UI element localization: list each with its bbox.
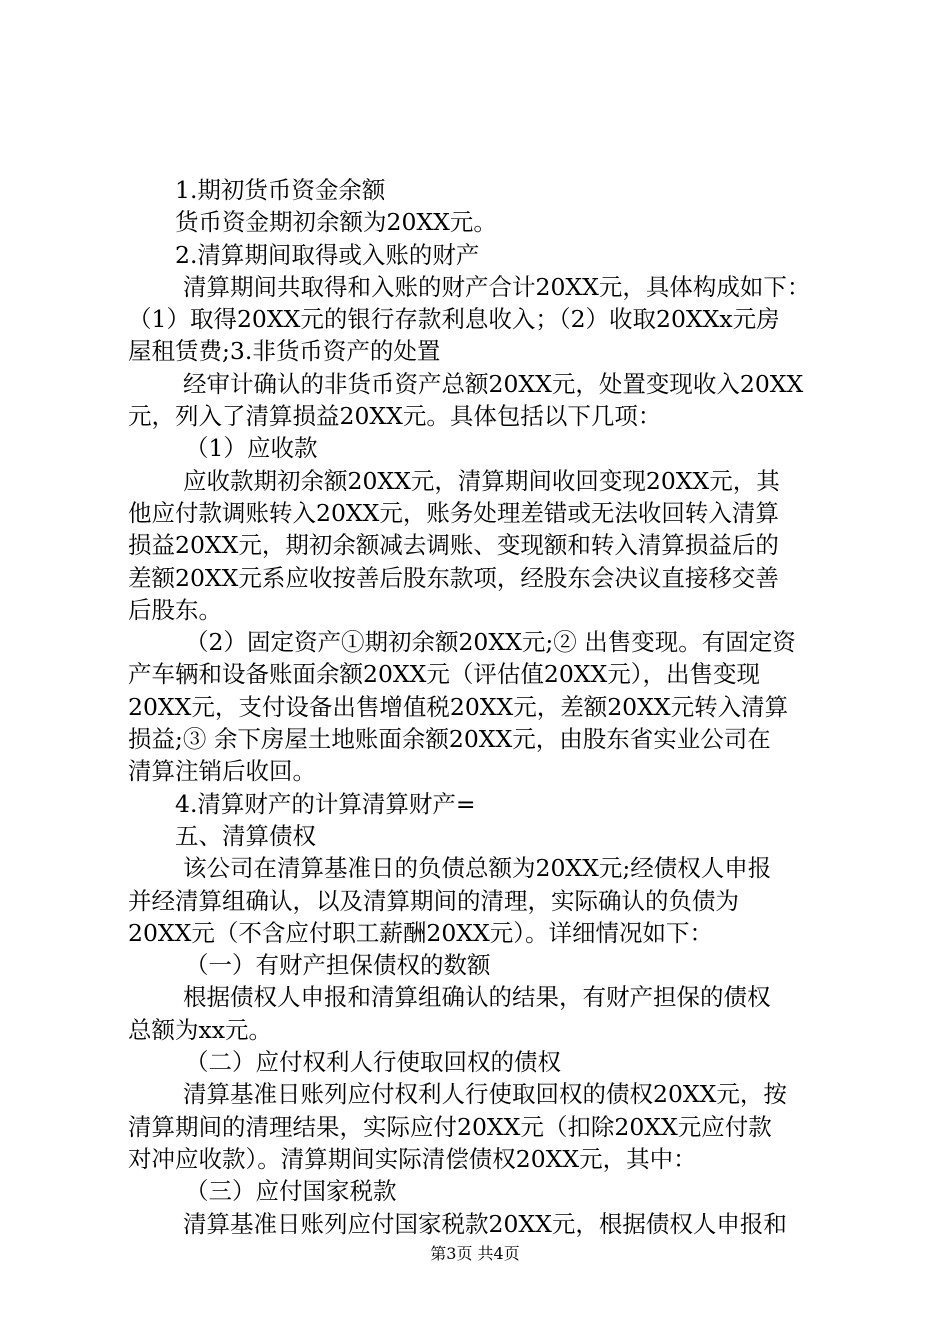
paragraph-line: 元，列入了清算损益20XX元。具体包括以下几项： — [128, 402, 662, 431]
paragraph-line: 清算注销后收回。 — [128, 757, 316, 786]
heading-line: 1.期初货币资金余额 — [175, 176, 386, 204]
paragraph-line: 并经清算组确认，以及清算期间的清理，实际确认的负债为 — [128, 886, 739, 915]
paragraph-line: 对冲应收款）。清算期间实际清偿债权20XX元，其中： — [128, 1144, 697, 1173]
paragraph-line: （2）固定资产①期初余额20XX元;② 出售变现。有固定资 — [185, 628, 796, 657]
paragraph-line: 清算期间共取得和入账的财产合计20XX元，具体构成如下： — [183, 272, 811, 301]
paragraph-line: 损益20XX元，期初余额减去调账、变现额和转入清算损益后的 — [128, 531, 779, 560]
paragraph-line: 20XX元（不含应付职工薪酬20XX元）。详细情况如下： — [128, 918, 713, 947]
paragraph-line: 屋租赁费;3.非货币资产的处置 — [128, 337, 441, 366]
subheading-line: （三）应付国家税款 — [185, 1177, 397, 1206]
paragraph-line: 该公司在清算基准日的负债总额为20XX元;经债权人申报 — [183, 854, 772, 883]
paragraph-line: 经审计确认的非货币资产总额20XX元，处置变现收入20XX — [183, 369, 804, 398]
paragraph-line: 20XX元，支付设备出售增值税20XX元，差额20XX元转入清算 — [128, 692, 789, 721]
heading-line: 4.清算财产的计算清算财产= — [175, 789, 476, 818]
paragraph-line: 应收款期初余额20XX元，清算期间收回变现20XX元，其 — [183, 466, 780, 495]
paragraph-line: 清算基准日账列应付权利人行使取回权的债权20XX元，按 — [183, 1080, 787, 1109]
paragraph-line: 产车辆和设备账面余额20XX元（评估值20XX元），出售变现 — [128, 660, 760, 689]
paragraph-line: 后股东。 — [128, 595, 222, 624]
heading-line: 2.清算期间取得或入账的财产 — [175, 240, 480, 269]
paragraph-line: 货币资金期初余额为20XX元。 — [175, 208, 497, 237]
subheading-line: （1）应收款 — [185, 434, 318, 463]
page-number-footer: 第3页 共4页 — [430, 1244, 520, 1263]
document-body — [128, 174, 838, 1240]
subheading-line: （二）应付权利人行使取回权的债权 — [185, 1048, 561, 1077]
paragraph-line: 清算期间的清理结果，实际应付20XX元（扣除20XX元应付款 — [128, 1112, 772, 1141]
paragraph-line: 根据债权人申报和清算组确认的结果，有财产担保的债权 — [183, 983, 771, 1012]
paragraph-line: 差额20XX元系应收按善后股东款项，经股东会决议直接移交善 — [128, 563, 779, 592]
paragraph-line: 清算基准日账列应付国家税款20XX元，根据债权人申报和 — [183, 1209, 787, 1238]
subheading-line: （一）有财产担保债权的数额 — [185, 951, 491, 980]
paragraph-line: （1）取得20XX元的银行存款利息收入；（2）收取20XXx元房 — [128, 305, 780, 334]
paragraph-line: 他应付款调账转入20XX元，账务处理差错或无法收回转入清算 — [128, 498, 779, 527]
paragraph-line: 总额为xx元。 — [128, 1015, 273, 1044]
paragraph-line: 损益;③ 余下房屋土地账面余额20XX元，由股东省实业公司在 — [128, 725, 771, 754]
section-heading: 五、清算债权 — [175, 821, 316, 850]
